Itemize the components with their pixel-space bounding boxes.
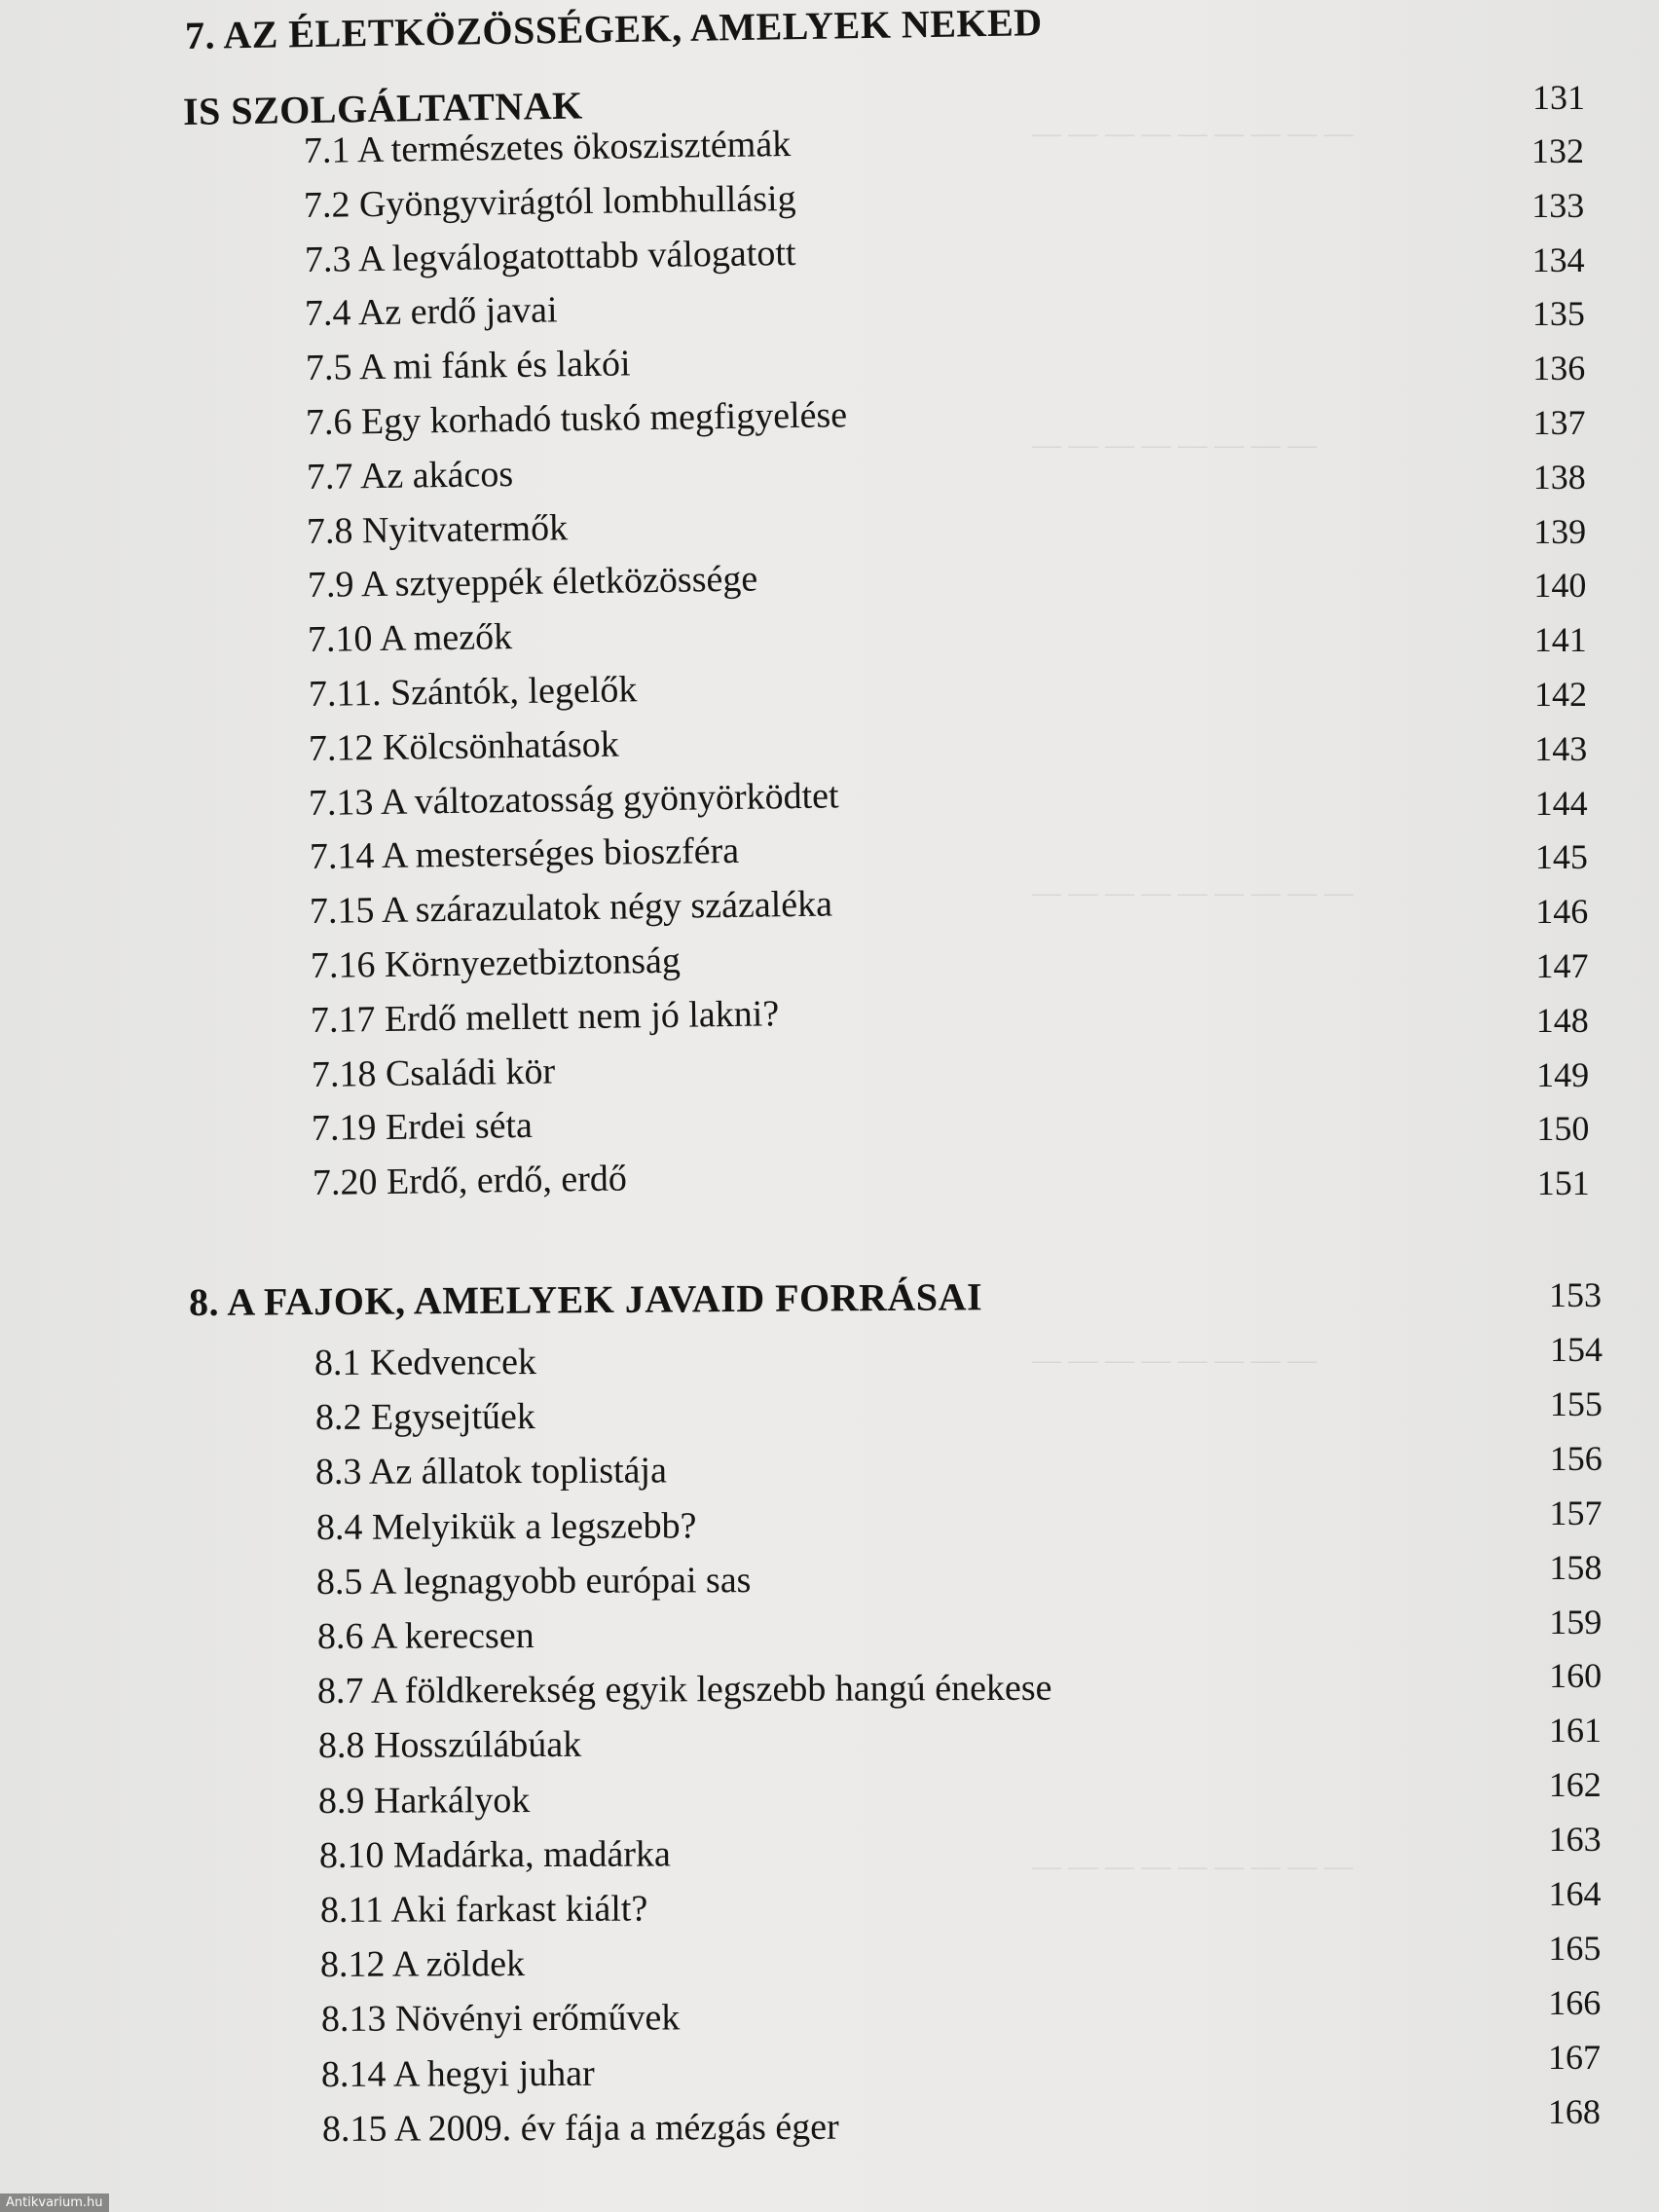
toc-entry-title: 7.8 Nyitvatermők bbox=[306, 506, 569, 552]
toc-entry-title: 7.9 A sztyeppék életközössége bbox=[307, 558, 758, 607]
toc-entry-title: 7.2 Gyöngyvirágtól lombhullásig bbox=[304, 177, 797, 226]
toc-entry-page-number: 161 bbox=[1548, 1711, 1602, 1751]
toc-entry-page-number: 134 bbox=[1531, 240, 1585, 279]
toc-entry-page-number: 150 bbox=[1536, 1109, 1590, 1149]
toc-entry-page-number: 149 bbox=[1536, 1054, 1590, 1094]
toc-entry-title: 8.9 Harkályok bbox=[318, 1779, 531, 1822]
toc-entry-page-number: 157 bbox=[1549, 1493, 1603, 1532]
toc-entry-title: 8.5 A legnagyobb európai sas bbox=[316, 1559, 752, 1603]
toc-entry-page-number: 146 bbox=[1535, 892, 1589, 932]
toc-entry-title: 8.2 Egysejtűek bbox=[314, 1396, 535, 1439]
toc-entry-page-number: 135 bbox=[1531, 294, 1585, 334]
toc-entry-page-number: 144 bbox=[1534, 783, 1588, 823]
site-watermark: Antikvarium.hu bbox=[0, 2194, 109, 2212]
toc-entry-page-number: 165 bbox=[1548, 1928, 1602, 1968]
toc-entry-title: 7.13 A változatosság gyönyörködtet bbox=[309, 774, 840, 824]
toc-entry-title: 7.7 Az akácos bbox=[306, 453, 514, 498]
bleed-through-mark: — — — — — — — — — bbox=[1032, 876, 1353, 908]
toc-entry-page-number: 163 bbox=[1548, 1820, 1602, 1860]
toc-entry-title: 8.10 Madárka, madárka bbox=[318, 1833, 671, 1876]
toc-entry-title: 7.6 Egy korhadó tuskó megfigyelése bbox=[305, 394, 848, 443]
toc-entry-page-number: 166 bbox=[1548, 1982, 1602, 2022]
toc-entry-title: 7.4 Az erdő javai bbox=[305, 289, 559, 335]
toc-entry-title: 8.15 A 2009. év fája a mézgás éger bbox=[321, 2106, 839, 2150]
toc-entry-title: 7.5 A mi fánk és lakói bbox=[305, 343, 631, 389]
toc-entry-title: 8.8 Hosszúlábúak bbox=[317, 1724, 582, 1767]
toc-entry-title: 7.16 Környezetbiztonság bbox=[310, 940, 681, 986]
chapter-7-page-number: 131 bbox=[1532, 78, 1585, 117]
toc-entry-page-number: 137 bbox=[1532, 403, 1586, 442]
toc-entry-title: 7.15 A szárazulatok négy százaléka bbox=[310, 883, 833, 933]
toc-entry-title: 8.12 A zöldek bbox=[319, 1943, 526, 1986]
toc-entry-page-number: 143 bbox=[1534, 728, 1588, 768]
toc-entry-title: 7.12 Kölcsönhatások bbox=[308, 723, 619, 769]
toc-entry-page-number: 167 bbox=[1548, 2037, 1602, 2077]
bleed-through-mark: — — — — — — — — — bbox=[1032, 1850, 1353, 1882]
toc-entry-title: 8.11 Aki farkast kiált? bbox=[319, 1888, 647, 1931]
toc-entry-page-number: 145 bbox=[1534, 837, 1588, 877]
toc-entry-page-number: 138 bbox=[1532, 457, 1586, 497]
toc-entry-title: 8.1 Kedvencek bbox=[313, 1342, 537, 1383]
toc-entry-title: 7.20 Erdő, erdő, erdő bbox=[312, 1158, 627, 1204]
toc-entry-title: 8.6 A kerecsen bbox=[316, 1615, 535, 1657]
toc-entry-page-number: 160 bbox=[1549, 1656, 1603, 1696]
toc-entry-title: 8.14 A hegyi juhar bbox=[321, 2052, 595, 2095]
toc-entry-page-number: 133 bbox=[1531, 185, 1585, 225]
toc-entry-page-number: 164 bbox=[1548, 1874, 1602, 1913]
toc-entry-title: 7.3 A legválogatottabb válogatott bbox=[304, 232, 796, 280]
toc-entry-title: 8.3 Az állatok toplistája bbox=[315, 1450, 668, 1493]
chapter-7-title-line-2: IS SZOLGÁLTATNAK bbox=[182, 83, 584, 133]
toc-entry-page-number: 159 bbox=[1549, 1602, 1603, 1641]
toc-entry-title: 7.11. Szántók, legelők bbox=[308, 669, 638, 715]
toc-entry-page-number: 156 bbox=[1549, 1438, 1603, 1478]
bleed-through-mark: — — — — — — — — bbox=[1032, 428, 1317, 461]
toc-entry-page-number: 155 bbox=[1549, 1383, 1603, 1423]
toc-entry-page-number: 141 bbox=[1533, 620, 1587, 660]
toc-entry-title: 8.4 Melyikük a legszebb? bbox=[315, 1504, 697, 1548]
toc-entry-title: 7.19 Erdei séta bbox=[311, 1105, 534, 1150]
toc-entry-page-number: 154 bbox=[1550, 1330, 1603, 1369]
toc-entry-title: 7.14 A mesterséges bioszféra bbox=[309, 830, 740, 878]
toc-entry-page-number: 147 bbox=[1535, 946, 1589, 985]
toc-entry-page-number: 168 bbox=[1547, 2091, 1601, 2131]
toc-entry-title: 8.13 Növényi erőművek bbox=[320, 1997, 680, 2041]
bleed-through-mark: — — — — — — — — — bbox=[1032, 117, 1353, 149]
toc-entry-page-number: 151 bbox=[1536, 1163, 1590, 1203]
toc-entry-title: 7.18 Családi kör bbox=[311, 1051, 556, 1095]
bleed-through-mark: — — — — — — — — bbox=[1032, 1344, 1317, 1376]
toc-entry-page-number: 142 bbox=[1534, 675, 1587, 714]
toc-entry-page-number: 162 bbox=[1548, 1765, 1602, 1805]
chapter-8-page-number: 153 bbox=[1549, 1275, 1602, 1314]
toc-entry-page-number: 148 bbox=[1535, 1000, 1589, 1040]
toc-entry-title: 7.1 A természetes ökoszisztémák bbox=[303, 124, 792, 171]
chapter-7-title-line-1: 7. AZ ÉLETKÖZÖSSÉGEK, AMELYEK NEKED bbox=[184, 0, 1043, 57]
toc-entry-page-number: 140 bbox=[1533, 566, 1587, 606]
toc-entry-page-number: 158 bbox=[1549, 1547, 1603, 1587]
toc-entry-title: 7.17 Erdő mellett nem jó lakni? bbox=[310, 993, 780, 1041]
chapter-8-title: 8. A FAJOK, AMELYEK JAVAID FORRÁSAI bbox=[188, 1274, 983, 1324]
toc-entry-page-number: 132 bbox=[1531, 131, 1584, 170]
toc-entry-title: 8.7 A földkerekség egyik legszebb hangú énekese bbox=[317, 1667, 1052, 1713]
toc-entry-page-number: 136 bbox=[1532, 349, 1586, 388]
toc-entry-page-number: 139 bbox=[1533, 511, 1587, 551]
toc-entry-title: 7.10 A mezők bbox=[307, 616, 513, 661]
